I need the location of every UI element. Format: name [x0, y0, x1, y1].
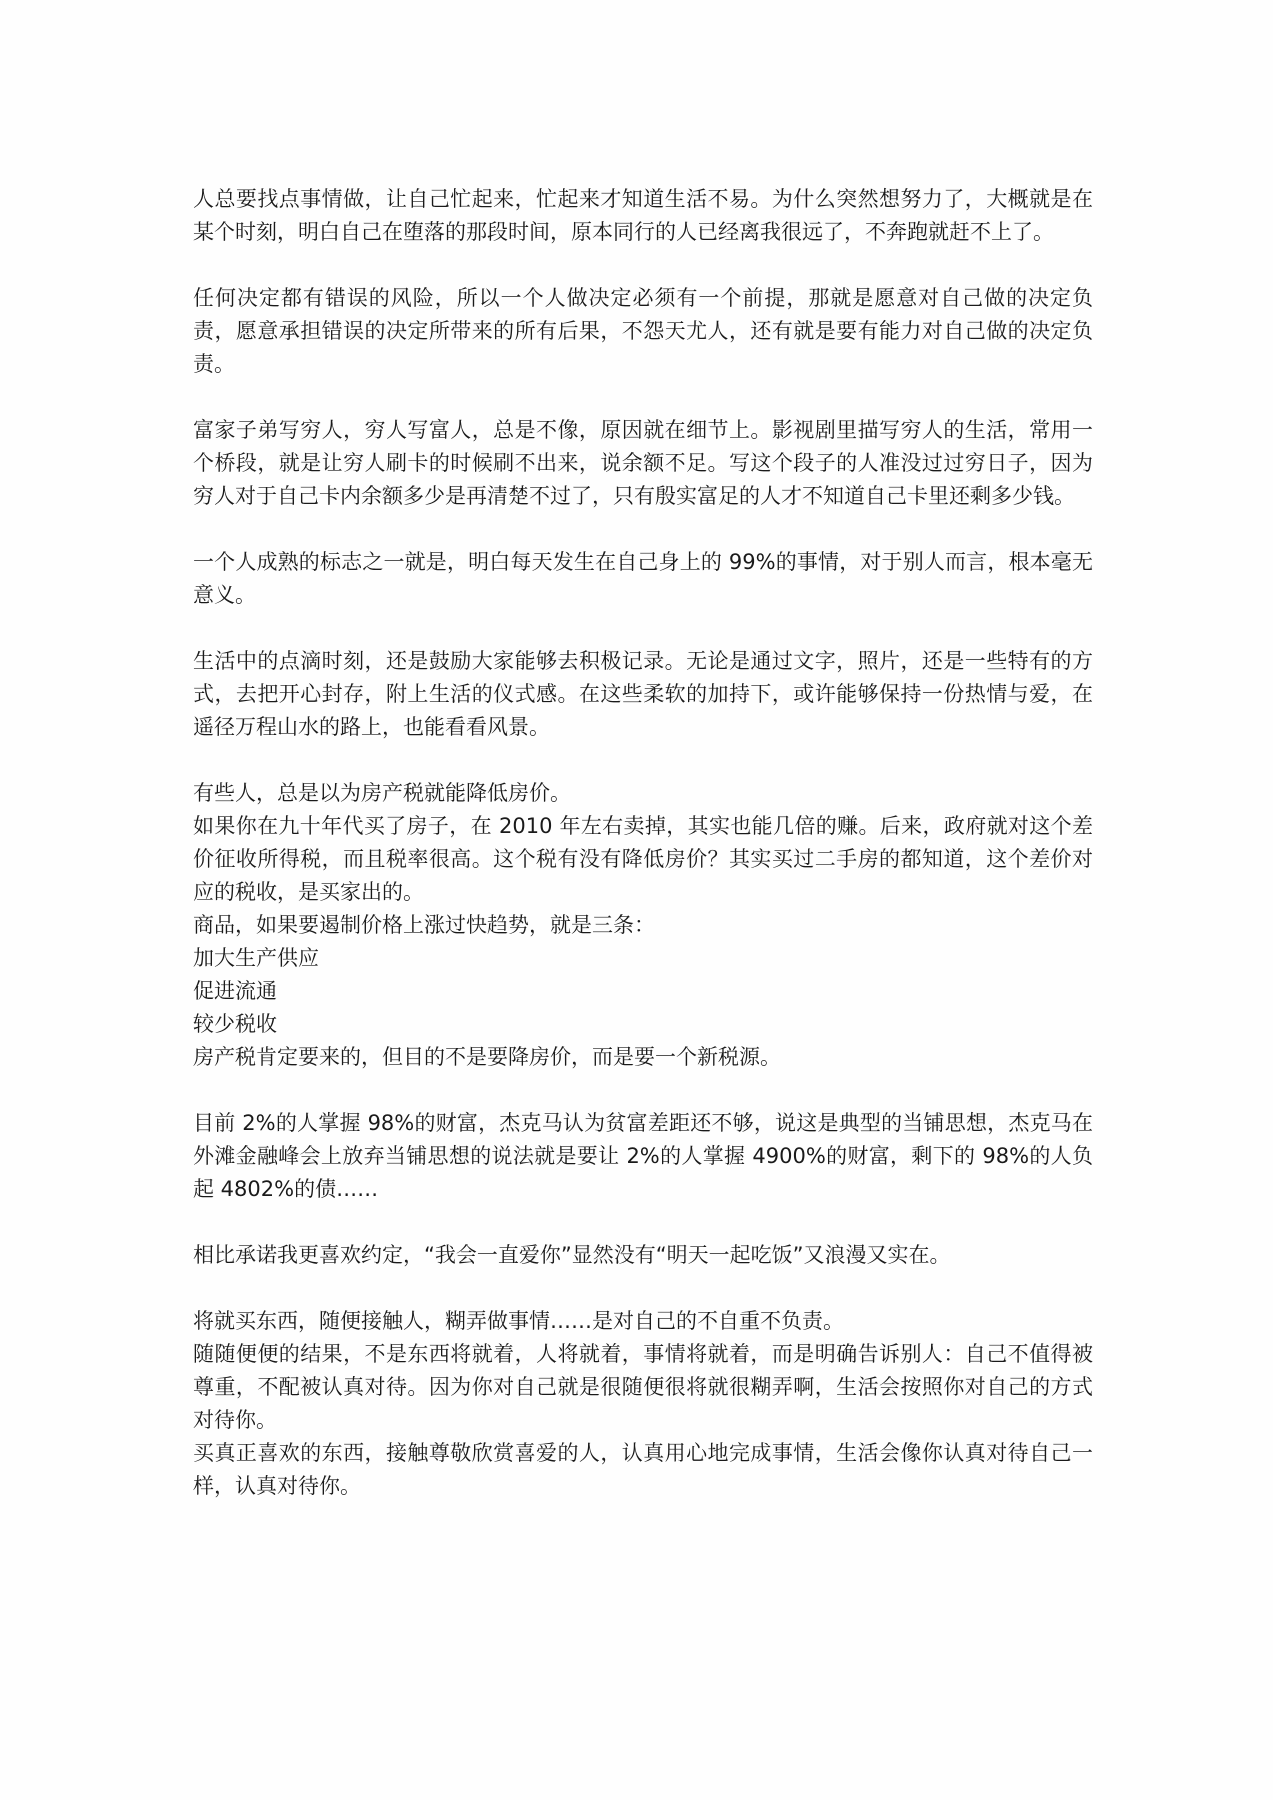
document-body	[193, 183, 1093, 1536]
respect-line: 随随便便的结果，不是东西将就着，人将就着，事情将就着，而是明确告诉别人：自己不值得被尊重，不配被认真对待。因为你对自己就是很随便很将就很糊弄啊，生活会按照你对自己的方式对待你。	[193, 1342, 1093, 1432]
tax-line: 商品，如果要遏制价格上涨过快趋势，就是三条：	[193, 913, 655, 937]
tax-line: 有些人，总是以为房产税就能降低房价。	[193, 781, 571, 805]
paragraph-rich-poor: 富家子弟写穷人，穷人写富人，总是不像，原因就在细节上。影视剧里描写穷人的生活，常用一个桥段，就是让穷人刷卡的时候刷不出来，说余额不足。写这个段子的人准没过过穷日子，因为穷人对于自己卡内余额多少是再清楚不过了，只有殷实富足的人才不知道自己卡里还剩多少钱。	[193, 418, 1093, 508]
tax-section	[193, 777, 1093, 1074]
paragraph-maturity: 一个人成熟的标志之一就是，明白每天发生在自己身上的 99%的事情，对于别人而言，根本毫无意义。	[193, 550, 1093, 607]
paragraph-promise: 相比承诺我更喜欢约定，“我会一直爱你”显然没有“明天一起吃饭”又浪漫又实在。	[193, 1243, 951, 1267]
tax-line: 房产税肯定要来的，但目的不是要降房价，而是要一个新税源。	[193, 1045, 781, 1069]
respect-line: 买真正喜欢的东西，接触尊敬欣赏喜爱的人，认真用心地完成事情，生活会像你认真对待自己一样，认真对待你。	[193, 1441, 1093, 1498]
respect-section	[193, 1305, 1093, 1503]
paragraph-decision: 任何决定都有错误的风险，所以一个人做决定必须有一个前提，那就是愿意对自己做的决定负责，愿意承担错误的决定所带来的所有后果，不怨天尤人，还有就是要有能力对自己做的决定负责。	[193, 286, 1093, 376]
tax-list-item: 加大生产供应	[193, 946, 319, 970]
paragraph-wealth: 目前 2%的人掌握 98%的财富，杰克马认为贫富差距还不够，说这是典型的当铺思想，杰克马在外滩金融峰会上放弃当铺思想的说法就是要让 2%的人掌握 4900%的财富，剩下的 98%的人负起 4802%的债……	[193, 1111, 1093, 1201]
tax-line: 如果你在九十年代买了房子，在 2010 年左右卖掉，其实也能几倍的赚。后来，政府就对这个差价征收所得税，而且税率很高。这个税有没有降低房价？其实买过二手房的都知道，这个差价对应的税收，是买家出的。	[193, 814, 1093, 904]
tax-list-item: 较少税收	[193, 1012, 277, 1036]
paragraph-record-life: 生活中的点滴时刻，还是鼓励大家能够去积极记录。无论是通过文字，照片，还是一些特有的方式，去把开心封存，附上生活的仪式感。在这些柔软的加持下，或许能够保持一份热情与爱，在遥径万程山水的路上，也能看看风景。	[193, 649, 1093, 739]
paragraph-effort: 人总要找点事情做，让自己忙起来，忙起来才知道生活不易。为什么突然想努力了，大概就是在某个时刻，明白自己在堕落的那段时间，原本同行的人已经离我很远了，不奔跑就赶不上了。	[193, 187, 1093, 244]
tax-list-item: 促进流通	[193, 979, 277, 1003]
respect-line: 将就买东西，随便接触人，糊弄做事情……是对自己的不自重不负责。	[193, 1309, 844, 1333]
